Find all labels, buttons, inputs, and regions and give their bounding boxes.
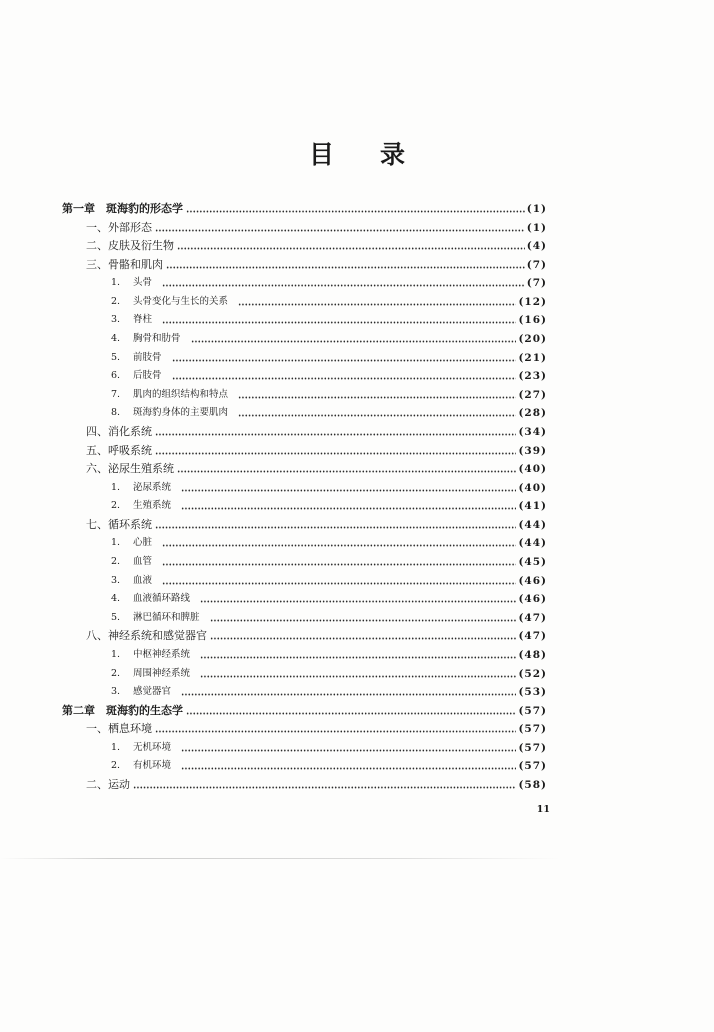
- toc-leader-dots: [133, 786, 516, 789]
- toc-leader-dots: [181, 749, 516, 752]
- toc-page-number: (1): [526, 203, 547, 215]
- toc-page-number: (57): [518, 760, 547, 773]
- toc-entry-subsection: [111, 553, 547, 571]
- toc-leader-dots: [155, 526, 516, 529]
- toc-page-number: (27): [518, 388, 547, 401]
- toc-page-number: (39): [518, 444, 547, 457]
- toc-leader-dots: [200, 656, 516, 659]
- toc-entry-section: [86, 720, 547, 738]
- toc-page-number: (46): [518, 574, 547, 587]
- toc-page-number: (7): [526, 258, 547, 271]
- toc-leader-dots: [177, 470, 516, 473]
- toc-entry-title: 斑海豹身体的主要肌肉: [133, 407, 229, 419]
- toc-entry-subsection: [111, 497, 547, 515]
- toc-entry-number: 2.: [111, 760, 121, 772]
- toc-entry-subsection: [111, 665, 547, 683]
- toc-entry-subsection: [111, 757, 547, 775]
- toc-entry-number: 1.: [111, 648, 121, 660]
- toc-page-number: (57): [518, 704, 547, 717]
- toc-entry-subsection: [111, 404, 547, 422]
- toc-page-number: (1): [526, 221, 547, 234]
- toc-leader-dots: [162, 284, 525, 287]
- toc-page-number: (52): [518, 667, 547, 680]
- toc-entry-title: 后肢骨: [133, 370, 162, 382]
- toc-entry-section: [86, 516, 547, 534]
- toc-entry-number: 3.: [111, 574, 121, 586]
- toc-leader-dots: [191, 340, 517, 343]
- toc-entry-title: 心脏: [133, 537, 153, 549]
- toc-page-number: (20): [518, 333, 547, 346]
- toc-page-number: (53): [518, 686, 547, 699]
- toc-leader-dots: [181, 489, 516, 492]
- toc-page-number: (28): [518, 407, 547, 420]
- toc-entry-title: 斑海豹的生态学: [106, 703, 183, 717]
- toc-leader-dots: [238, 414, 516, 417]
- toc-page-number: (7): [526, 277, 547, 290]
- toc-entry-title: 斑海豹的形态学: [106, 202, 183, 215]
- toc-entry-title: 六、泌尿生殖系统: [86, 462, 174, 476]
- toc-entry-subsection: [111, 367, 547, 385]
- toc-page-number: (46): [518, 593, 547, 606]
- toc-entry-title: 肌肉的组织结构和特点: [133, 388, 229, 400]
- toc-entry-title: 血液循环路线: [133, 593, 191, 605]
- toc-entry-section: [86, 237, 547, 255]
- toc-entry-section: [86, 442, 547, 460]
- toc-entry-number: 4.: [111, 333, 121, 345]
- toc-entry-section: [86, 423, 547, 441]
- page-title: 目录: [308, 140, 451, 169]
- toc-entry-title: 头骨变化与生长的关系: [133, 295, 229, 307]
- toc-page-number: (41): [518, 500, 547, 513]
- toc-leader-dots: [181, 693, 516, 696]
- toc-entry-title: 感觉器官: [133, 686, 172, 698]
- toc-entry-number: 5.: [111, 351, 121, 363]
- page-number: 11: [536, 804, 550, 815]
- toc-leader-dots: [177, 247, 525, 250]
- toc-entry-chapter: [62, 702, 547, 720]
- toc-page-number: (45): [518, 556, 547, 569]
- toc-page-number: (12): [518, 295, 547, 308]
- toc-entry-subsection: [111, 683, 547, 701]
- toc-entry-number: 1.: [111, 537, 121, 549]
- toc-entry-section: [86, 627, 547, 645]
- toc-entry-title: 血液: [133, 574, 153, 586]
- toc-leader-dots: [166, 266, 525, 269]
- toc-entry-number: 2.: [111, 500, 121, 512]
- toc-entry-number: 4.: [111, 593, 121, 605]
- toc-leader-dots: [186, 210, 525, 213]
- toc-page-number: (34): [518, 425, 547, 438]
- toc-leader-dots: [181, 767, 516, 770]
- toc-page-number: (4): [526, 240, 547, 253]
- toc-entry-number: 6.: [111, 370, 121, 382]
- toc-page-number: (21): [518, 351, 547, 364]
- toc-leader-dots: [162, 563, 516, 566]
- toc-entry-subsection: [111, 293, 547, 311]
- toc-entry-number: 第二章: [62, 703, 95, 717]
- toc-entry-number: 2.: [111, 295, 121, 307]
- toc-leader-dots: [155, 433, 516, 436]
- toc-entry-section: [86, 219, 547, 237]
- toc-page-number: (47): [518, 611, 547, 624]
- toc-entry-subsection: [111, 739, 547, 757]
- toc-entry-section: [86, 460, 547, 478]
- toc-leader-dots: [210, 637, 516, 640]
- toc-page-number: (44): [518, 518, 547, 531]
- toc-entry-subsection: [111, 311, 547, 329]
- toc-entry-title: 八、神经系统和感觉器官: [86, 629, 207, 643]
- toc-entry-title: 中枢神经系统: [133, 648, 191, 660]
- toc-entry-number: 8.: [111, 407, 121, 419]
- toc-entry-title: 七、循环系统: [86, 517, 152, 531]
- toc-entry-subsection: [111, 349, 547, 367]
- toc-entry-subsection: [111, 274, 547, 292]
- toc-entry-title: 前肢骨: [133, 351, 162, 363]
- toc-page-number: (44): [518, 537, 547, 550]
- toc-entry-title: 淋巴循环和脾脏: [133, 611, 200, 623]
- toc-leader-dots: [155, 229, 525, 232]
- toc-leader-dots: [181, 507, 516, 510]
- toc-entry-number: 2.: [111, 667, 121, 679]
- toc-entry-number: 3.: [111, 686, 121, 698]
- scan-artifact-line: [0, 858, 560, 859]
- toc-leader-dots: [186, 712, 516, 715]
- toc-entry-title: 泌尿系统: [133, 481, 172, 493]
- toc-entry-number: 7.: [111, 388, 121, 400]
- toc-entry-subsection: [111, 330, 547, 348]
- toc-entry-title: 头骨: [133, 277, 153, 289]
- toc-entry-title: 脊柱: [133, 314, 153, 326]
- toc-entry-subsection: [111, 572, 547, 590]
- toc-leader-dots: [155, 452, 516, 455]
- toc-entry-number: 1.: [111, 277, 121, 289]
- toc-page-number: (16): [518, 314, 547, 327]
- toc-page-number: (58): [518, 778, 547, 791]
- toc-leader-dots: [162, 582, 516, 585]
- toc-entry-title: 二、运动: [86, 777, 130, 791]
- toc-entry-title: 二、皮肤及衍生物: [86, 239, 174, 253]
- toc-leader-dots: [238, 396, 516, 399]
- toc-entry-subsection: [111, 386, 547, 404]
- toc-entry-number: 2.: [111, 556, 121, 568]
- toc-entry-title: 胸骨和肋骨: [133, 333, 181, 345]
- toc-leader-dots: [200, 675, 516, 678]
- toc-entry-number: 3.: [111, 314, 121, 326]
- toc-leader-dots: [155, 730, 516, 733]
- toc-entry-subsection: [111, 534, 547, 552]
- toc-leader-dots: [162, 544, 516, 547]
- toc-page-number: (40): [518, 463, 547, 476]
- toc-entry-title: 一、外部形态: [86, 220, 152, 234]
- toc-entry-subsection: [111, 609, 547, 627]
- toc-leader-dots: [162, 321, 516, 324]
- toc-leader-dots: [200, 600, 516, 603]
- toc-page-number: (23): [518, 370, 547, 383]
- toc-page-number: (48): [518, 648, 547, 661]
- toc-entry-title: 生殖系统: [133, 500, 172, 512]
- toc-leader-dots: [210, 619, 517, 622]
- toc-entry-title: 无机环境: [133, 741, 172, 753]
- toc-entry-subsection: [111, 479, 547, 497]
- toc-entry-title: 有机环境: [133, 760, 172, 772]
- toc-entry-title: 四、消化系统: [86, 424, 152, 438]
- toc-page-number: (47): [518, 630, 547, 643]
- toc-page-number: (57): [518, 723, 547, 736]
- toc-entry-section: [86, 776, 547, 794]
- toc-page-number: (40): [518, 481, 547, 494]
- toc-leader-dots: [172, 359, 517, 362]
- toc-entry-chapter: [62, 200, 547, 218]
- toc-leader-dots: [172, 377, 517, 380]
- toc-entry-number: 第一章: [62, 202, 95, 215]
- toc-entry-number: 5.: [111, 611, 121, 623]
- toc-entry-number: 1.: [111, 481, 121, 493]
- toc-entry-section: [86, 256, 547, 274]
- toc-entry-subsection: [111, 646, 547, 664]
- toc-entry-title: 血管: [133, 556, 153, 568]
- toc-entry-title: 周围神经系统: [133, 667, 191, 679]
- toc-entry-number: 1.: [111, 741, 121, 753]
- toc-page-number: (57): [518, 741, 547, 754]
- toc-leader-dots: [238, 303, 516, 306]
- toc-entry-title: 三、骨骼和肌肉: [86, 257, 163, 271]
- toc-entry-title: 一、栖息环境: [86, 722, 152, 736]
- toc-entry-subsection: [111, 590, 547, 608]
- toc-entry-title: 五、呼吸系统: [86, 443, 152, 457]
